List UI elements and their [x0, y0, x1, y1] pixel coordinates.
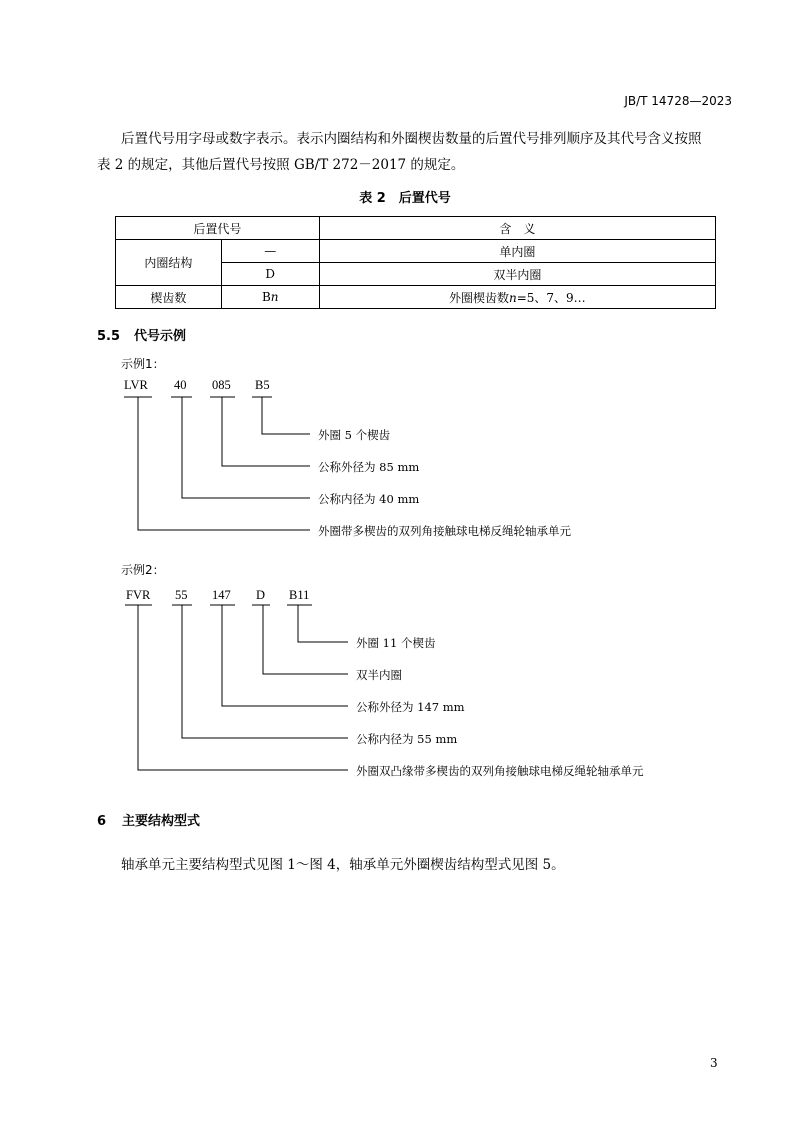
- table-cell-code: —: [221, 240, 319, 263]
- leader-line: [222, 605, 348, 706]
- example-2-code-4: B11: [289, 588, 310, 602]
- section-title: 主要结构型式: [122, 814, 201, 829]
- example-2-note-1: 双半内圈: [356, 668, 402, 682]
- section-number: 6: [97, 814, 107, 829]
- example-2-code-2: 147: [212, 588, 231, 602]
- section-6-heading: [97, 810, 200, 829]
- meaning-suffix: =5、7、9…: [516, 290, 586, 305]
- example-1-code-3: B5: [255, 378, 270, 392]
- example-2-code-1: 55: [175, 588, 188, 602]
- table-header-meaning: 含 义: [319, 217, 715, 240]
- example-2-note-4: 外圈双凸缘带多楔齿的双列角接触球电梯反绳轮轴承单元: [356, 764, 644, 778]
- table-cell-group: 楔齿数: [116, 286, 222, 309]
- code-prefix: B: [261, 290, 271, 304]
- leader-line: [298, 605, 348, 642]
- example-1-note-1: 公称外径为 85 mm: [318, 460, 420, 474]
- paragraph-line-1: 后置代号用字母或数字表示。表示内圈结构和外圈楔齿数量的后置代号排列顺序及其代号含义按照: [121, 131, 702, 147]
- leader-line: [262, 397, 310, 434]
- example-2-note-2: 公称外径为 147 mm: [356, 700, 465, 714]
- leader-line: [222, 397, 310, 466]
- table-cell-meaning: 双半内圈: [319, 263, 715, 286]
- table-cell-code: D: [221, 263, 319, 286]
- leader-line: [138, 605, 348, 770]
- example-1-label: 示例1：: [121, 357, 165, 371]
- example-2-note-0: 外圈 11 个楔齿: [356, 636, 436, 650]
- doc-code: JB/T 14728—2023: [624, 94, 732, 108]
- example-1-note-0: 外圈 5 个楔齿: [318, 428, 391, 442]
- leader-line: [182, 605, 348, 738]
- section-title: 代号示例: [134, 329, 187, 344]
- example-1-code-2: 085: [212, 378, 231, 392]
- meaning-prefix: 外圈楔齿数: [448, 290, 509, 305]
- leader-line: [182, 397, 310, 498]
- section-number: 5.5: [97, 329, 121, 344]
- example-1-note-3: 外圈带多楔齿的双列角接触球电梯反绳轮轴承单元: [318, 524, 571, 538]
- example-1-code-0: LVR: [124, 378, 148, 392]
- code-variable: n: [270, 290, 279, 304]
- table-header-code: 后置代号: [116, 217, 320, 240]
- example-2-code-0: FVR: [126, 588, 151, 602]
- example-2-code-3: D: [256, 588, 266, 602]
- example-2-label: 示例2：: [121, 563, 165, 577]
- leader-line: [138, 397, 310, 530]
- table-cell-meaning: 单内圈: [319, 240, 715, 263]
- meaning-variable: n: [508, 290, 517, 305]
- table-caption: 表 2 后置代号: [359, 191, 451, 206]
- paragraph-line-2: 表 2 的规定，其他后置代号按照 GB/T 272－2017 的规定。: [97, 157, 465, 173]
- example-2-note-3: 公称内径为 55 mm: [356, 732, 458, 746]
- page-number: 3: [710, 1056, 718, 1070]
- paragraph-structure: 轴承单元主要结构型式见图 1～图 4，轴承单元外圈楔齿结构型式见图 5。: [121, 857, 565, 873]
- example-1-code-1: 40: [174, 378, 187, 392]
- leader-line: [263, 605, 348, 674]
- example-1-note-2: 公称内径为 40 mm: [318, 492, 420, 506]
- table-cell-group: 内圈结构: [116, 240, 222, 286]
